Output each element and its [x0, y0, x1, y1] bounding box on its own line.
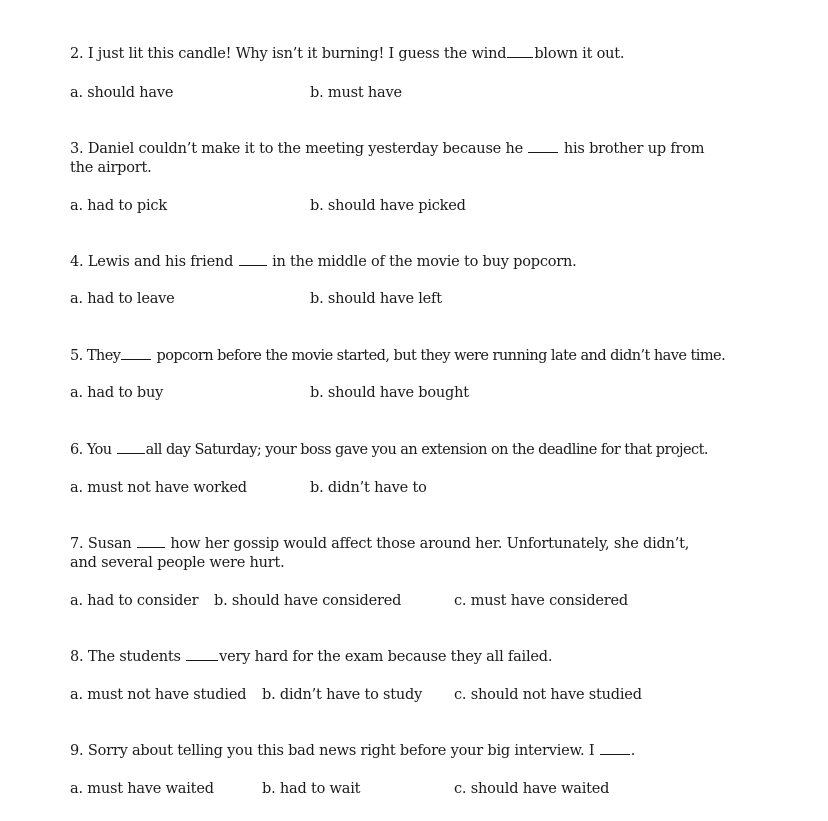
question-number: 4.: [70, 254, 84, 270]
question-text-before: Lewis and his friend: [87, 254, 234, 270]
answer-blank[interactable]: [137, 535, 165, 548]
option-a[interactable]: a. had to buy: [70, 385, 164, 401]
question-3: [70, 140, 710, 178]
question-text-before: Daniel couldn’t make it to the meeting yesterday because he: [87, 141, 523, 157]
question-number: 9.: [70, 743, 84, 759]
answer-blank[interactable]: [121, 347, 151, 360]
question-text-after: very hard for the exam because they all failed.: [219, 649, 553, 665]
option-b[interactable]: b. didn’t have to study: [262, 687, 423, 703]
option-a[interactable]: a. must have waited: [70, 781, 214, 797]
question-7: [70, 535, 700, 573]
option-a[interactable]: a. must not have studied: [70, 687, 247, 703]
question-text-before: I just lit this candle! Why isn’t it burning! I guess the wind: [87, 46, 507, 62]
question-number: 2.: [70, 46, 84, 62]
question-number: 5.: [70, 348, 83, 364]
option-b[interactable]: b. didn’t have to: [310, 480, 427, 496]
question-text-after: in the middle of the movie to buy popcorn.: [272, 254, 577, 270]
option-b[interactable]: b. should have considered: [214, 593, 402, 609]
option-a[interactable]: a. had to leave: [70, 291, 175, 307]
question-text-after: popcorn before the movie started, but they were running late and didn’t have time.: [156, 348, 726, 364]
question-text-after: how her gossip would affect those around her. Unfortunately, she didn’t, and several people were hurt.: [70, 536, 690, 571]
question-2: [70, 45, 750, 64]
question-text-after: .: [630, 743, 636, 759]
option-c[interactable]: c. should not have studied: [454, 687, 642, 703]
option-a[interactable]: a. must not have worked: [70, 480, 247, 496]
option-b[interactable]: b. should have left: [310, 291, 442, 307]
answer-blank[interactable]: [117, 441, 145, 454]
question-text-after: all day Saturday; your boss gave you an extension on the deadline for that project.: [145, 442, 708, 458]
answer-blank[interactable]: [528, 140, 558, 153]
option-a[interactable]: a. should have: [70, 85, 174, 101]
question-6: [70, 441, 770, 460]
question-number: 6.: [70, 442, 83, 458]
question-number: 7.: [70, 536, 84, 552]
question-text-before: You: [86, 442, 112, 458]
answer-blank[interactable]: [186, 648, 218, 661]
answer-blank[interactable]: [600, 742, 630, 755]
option-b[interactable]: b. had to wait: [262, 781, 361, 797]
option-b[interactable]: b. should have picked: [310, 198, 466, 214]
question-5: [70, 347, 770, 366]
question-number: 8.: [70, 649, 84, 665]
question-text-before: Susan: [87, 536, 132, 552]
option-b[interactable]: b. must have: [310, 85, 402, 101]
option-b[interactable]: b. should have bought: [310, 385, 469, 401]
question-text-before: They: [86, 348, 121, 364]
option-a[interactable]: a. had to consider: [70, 593, 199, 609]
question-4: [70, 253, 750, 272]
answer-blank[interactable]: [507, 45, 533, 58]
question-8: [70, 648, 750, 667]
question-number: 3.: [70, 141, 84, 157]
question-9: [70, 742, 750, 761]
option-c[interactable]: c. must have considered: [454, 593, 628, 609]
option-c[interactable]: c. should have waited: [454, 781, 610, 797]
answer-blank[interactable]: [239, 253, 267, 266]
option-a[interactable]: a. had to pick: [70, 198, 167, 214]
question-text-before: Sorry about telling you this bad news right before your big interview. I: [87, 743, 595, 759]
question-text-after: his brother up from the airport.: [70, 141, 705, 176]
question-text-before: The students: [87, 649, 181, 665]
question-text-after: blown it out.: [534, 46, 625, 62]
